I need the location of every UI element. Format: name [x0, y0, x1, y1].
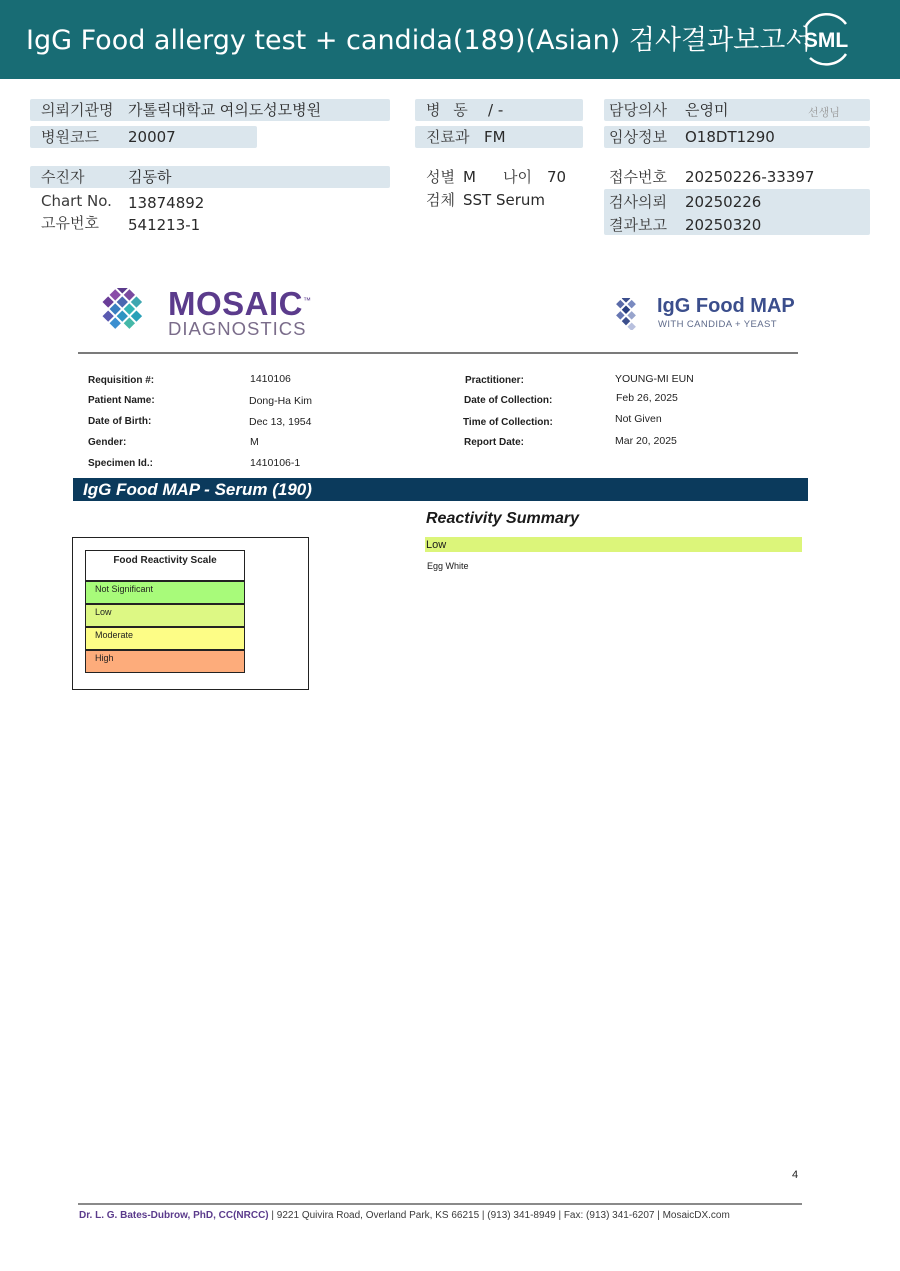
sml-logo	[796, 12, 856, 66]
request-label: 검사의뢰	[609, 193, 667, 211]
hospital-code-value: 20007	[128, 128, 176, 146]
foodmap-logo-mark	[598, 298, 654, 330]
report-date-value: Mar 20, 2025	[615, 435, 677, 447]
ward-value: / -	[488, 101, 504, 119]
doctor-label: 담당의사	[609, 101, 667, 119]
footer-contact	[79, 1210, 730, 1221]
report-label: 결과보고	[609, 216, 667, 234]
specimen-id-label: Specimen Id.:	[88, 458, 154, 469]
dept-value: FM	[484, 128, 506, 146]
ward-label: 병 동	[426, 101, 472, 119]
dob-label: Date of Birth:	[88, 416, 152, 427]
institution-label: 의뢰기관명	[41, 101, 114, 119]
age-label: 나이	[503, 168, 532, 186]
collection-date-value: Feb 26, 2025	[616, 392, 678, 404]
chart-label: Chart No.	[41, 192, 112, 210]
footer-address: | 9221 Quivira Road, Overland Park, KS 66215 | (913) 341-8949 | Fax: (913) 341-6207 | MosaicDX.com	[268, 1210, 730, 1221]
patient-value: 김동하	[128, 168, 172, 186]
clinical-value: O18DT1290	[685, 128, 775, 146]
specimen-value: SST Serum	[463, 191, 546, 209]
clinical-label: 임상정보	[609, 128, 667, 146]
foodmap-product-sub: WITH CANDIDA + YEAST	[658, 319, 777, 330]
patient-name-label: Patient Name:	[88, 395, 155, 406]
collection-time-value: Not Given	[615, 413, 662, 425]
collection-time-label: Time of Collection:	[463, 417, 553, 428]
mosaic-brand-sub: DIAGNOSTICS	[168, 318, 307, 339]
scale-level-moderate: Moderate	[85, 627, 245, 650]
sex-value: M	[463, 168, 476, 186]
reactivity-scale-title: Food Reactivity Scale	[85, 550, 245, 581]
patient-label: 수진자	[41, 168, 85, 186]
hospital-code-label: 병원코드	[41, 128, 99, 146]
practitioner-label: Practitioner:	[465, 375, 524, 386]
request-value: 20250226	[685, 193, 762, 211]
footer-director: Dr. L. G. Bates-Dubrow, PhD, CC(NRCC)	[79, 1210, 269, 1221]
scale-level-not-significant: Not Significant	[85, 581, 245, 604]
requisition-value: 1410106	[250, 373, 291, 385]
institution-value: 가톨릭대학교 여의도성모병원	[128, 101, 322, 119]
receipt-label: 접수번호	[609, 168, 667, 186]
dept-label: 진료과	[426, 128, 470, 146]
sml-logo-text: SML	[803, 29, 849, 52]
report-value: 20250320	[685, 216, 762, 234]
summary-level-bar: Low	[425, 537, 802, 552]
scale-level-high: High	[85, 650, 245, 673]
collection-date-label: Date of Collection:	[464, 395, 553, 406]
id-value: 541213-1	[128, 216, 201, 234]
summary-food-item: Egg White	[427, 561, 469, 571]
patient-name-value: Dong-Ha Kim	[249, 395, 313, 407]
gender-label: Gender:	[88, 437, 127, 448]
footer-divider	[78, 1203, 802, 1205]
section-header	[73, 478, 808, 501]
practitioner-value: YOUNG-MI EUN	[615, 373, 694, 385]
reactivity-summary-title: Reactivity Summary	[426, 510, 579, 527]
requisition-label: Requisition #:	[88, 375, 155, 386]
doctor-suffix: 선생님	[808, 106, 840, 119]
report-header	[0, 0, 900, 79]
mosaic-brand: MOSAIC™	[168, 285, 312, 322]
specimen-label: 검체	[426, 191, 455, 209]
header-divider	[78, 352, 798, 354]
dob-value: Dec 13, 1954	[249, 416, 312, 428]
scale-level-low: Low	[85, 604, 245, 627]
page-number: 4	[792, 1169, 799, 1181]
mosaic-logo-mark	[78, 288, 168, 340]
specimen-id-value: 1410106-1	[250, 457, 301, 469]
receipt-value: 20250226-33397	[685, 168, 815, 186]
id-label: 고유번호	[41, 214, 99, 232]
age-value: 70	[547, 168, 567, 186]
gender-value: M	[250, 436, 259, 448]
report-title: IgG Food allergy test + candida(189)(Asian) 검사결과보고서	[26, 25, 812, 56]
chart-value: 13874892	[128, 194, 205, 212]
section-title: IgG Food MAP - Serum (190)	[83, 480, 312, 499]
doctor-value: 은영미	[685, 101, 729, 119]
report-date-label: Report Date:	[464, 437, 525, 448]
sex-label: 성별	[426, 168, 455, 186]
foodmap-product: IgG Food MAP	[657, 295, 795, 317]
